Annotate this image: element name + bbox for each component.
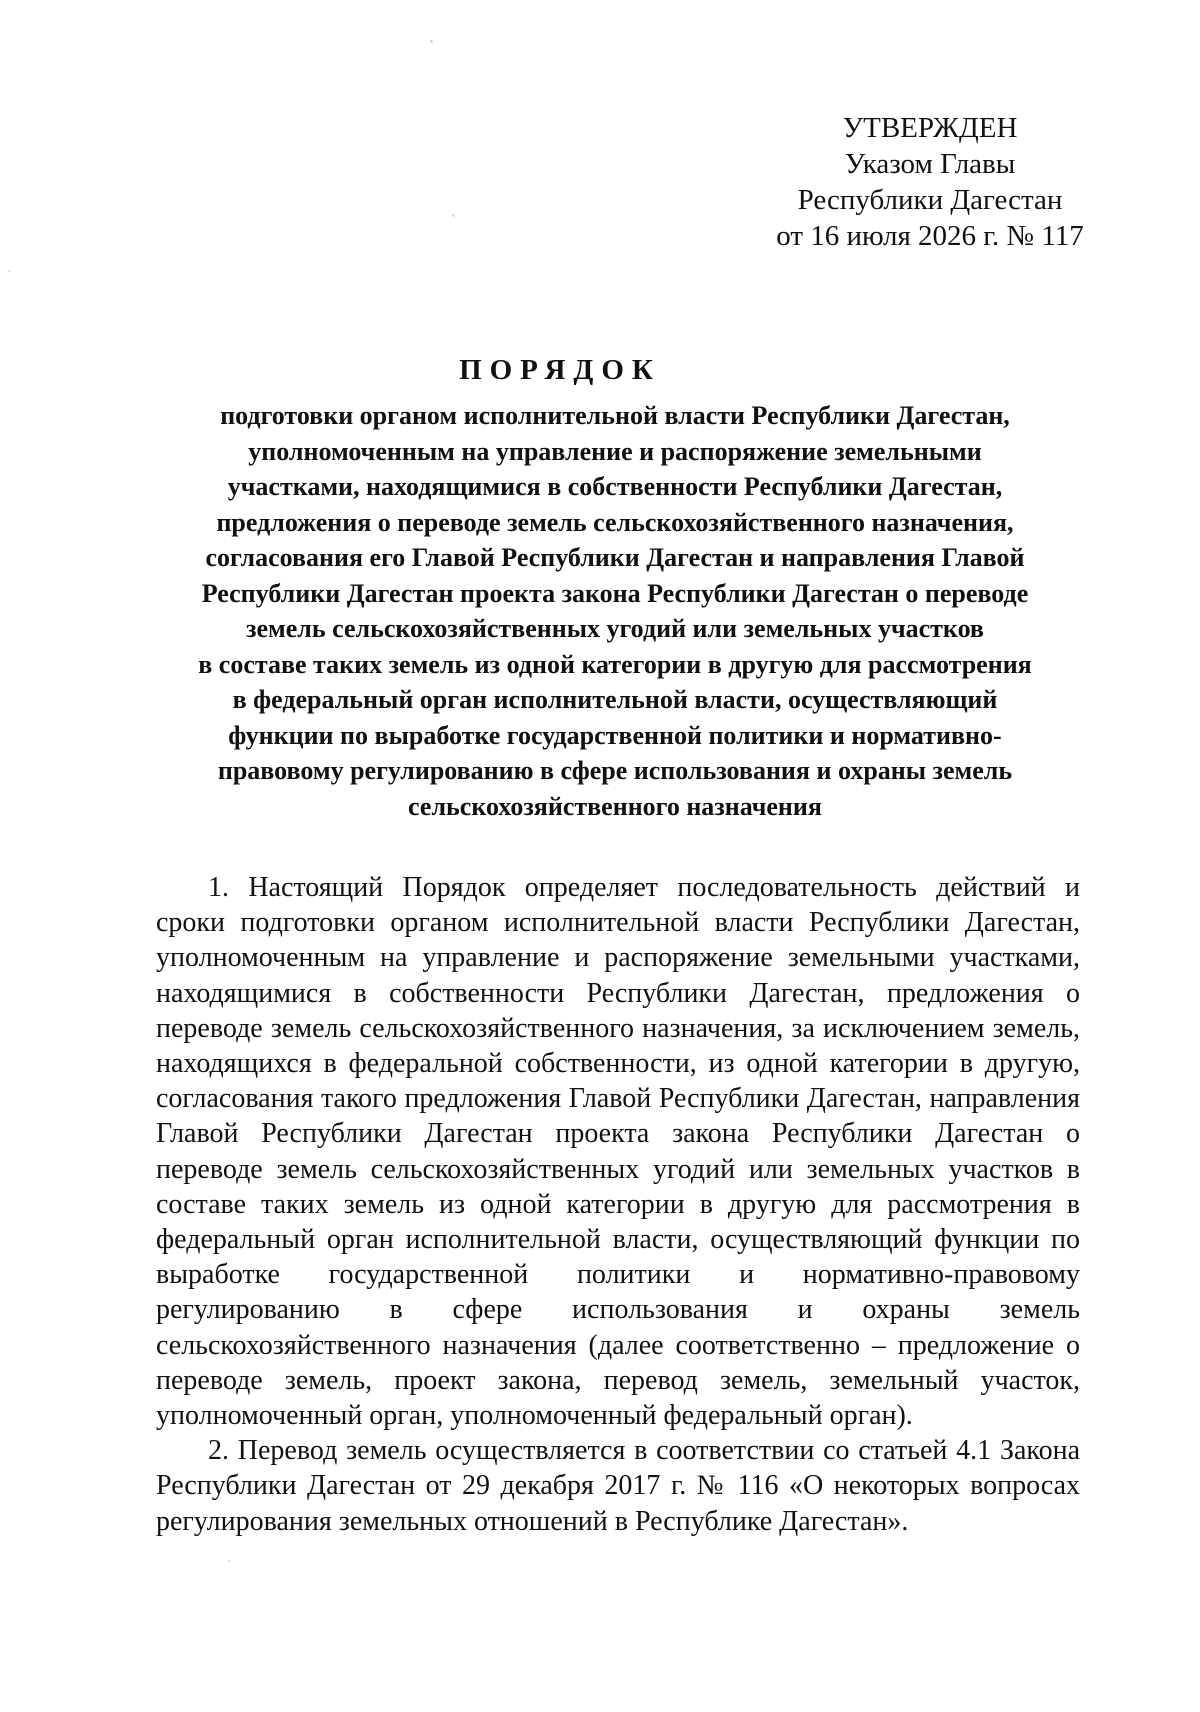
approval-republic: Республики Дагестан <box>797 184 1063 216</box>
subtitle-line: сельскохозяйственного назначения <box>408 791 822 821</box>
paragraph-2: 2. Перевод земель осуществляется в соответствии со статьей 4.1 Закона Республики Дагестан от 29 декабря 2017 г. № 116 «О некоторых вопросах регулирования земельных отношений в Республике Дагестан». <box>156 1435 1080 1537</box>
scan-artifact <box>8 270 10 272</box>
approval-stamp-block <box>760 110 1100 254</box>
subtitle-line: в федеральный орган исполнительной власти, осуществляющий <box>232 685 998 714</box>
scan-artifact <box>430 40 433 43</box>
document-body <box>156 870 1080 1539</box>
subtitle-line: земель сельскохозяйственных угодий или земельных участков <box>246 614 984 643</box>
subtitle-line: согласования его Главой Республики Дагестан и направления Главой <box>205 543 1025 572</box>
scan-artifact <box>452 214 455 217</box>
subtitle-line: правовому регулированию в сфере использования и охраны земель <box>217 756 1013 785</box>
document-subtitle <box>140 398 1090 824</box>
subtitle-line: Республики Дагестан проекта закона Республики Дагестан о переводе <box>201 578 1029 608</box>
approval-date-number: от 16 июля 2026 г. № 117 <box>776 220 1084 252</box>
subtitle-line: участками, находящимися в собственности Республики Дагестан, <box>227 472 1003 501</box>
subtitle-line: подготовки органом исполнительной власти Республики Дагестан, <box>220 401 1010 430</box>
approval-status: УТВЕРЖДЕН <box>842 112 1018 144</box>
approval-issuer: Указом Главы <box>844 148 1016 180</box>
subtitle-line: предложения о переводе земель сельскохозяйственного назначения, <box>216 507 1014 537</box>
subtitle-line: уполномоченным на управление и распоряжение земельными <box>248 436 982 466</box>
paragraph-1: 1. Настоящий Порядок определяет последовательность действий и сроки подготовки органом исполнительной власти Республики Дагестан, уполномоченным на управление и распоряжение земельными участками, находящимися в собственности Республики Дагестан, предложения о переводе земель сельскохозяйственного назначения, за исключением земель, находящихся в федеральной собственности, из одной категории в другую, согласования такого предложения Главой Республики Дагестан, направления Главой Республики Дагестан проекта закона Республики Дагестан о переводе земель сельскохозяйственных угодий или земельных участков в составе таких земель из одной категории в другую для рассмотрения в федеральный орган исполнительной власти, осуществляющий функции по выработке государственной политики и нормативно-правовому регулированию в сфере использования и охраны земель сельскохозяйственного назначения (далее соответственно – предложение о переводе земель, проект закона, перевод земель, земельный участок, уполномоченный орган, уполномоченный федеральный орган). <box>156 872 1080 1432</box>
document-title: ПОРЯДОК <box>459 354 661 386</box>
subtitle-line: функции по выработке государственной политики и нормативно- <box>228 720 1002 750</box>
subtitle-line: в составе таких земель из одной категории в другую для рассмотрения <box>198 649 1032 679</box>
scan-artifact <box>228 1560 230 1562</box>
